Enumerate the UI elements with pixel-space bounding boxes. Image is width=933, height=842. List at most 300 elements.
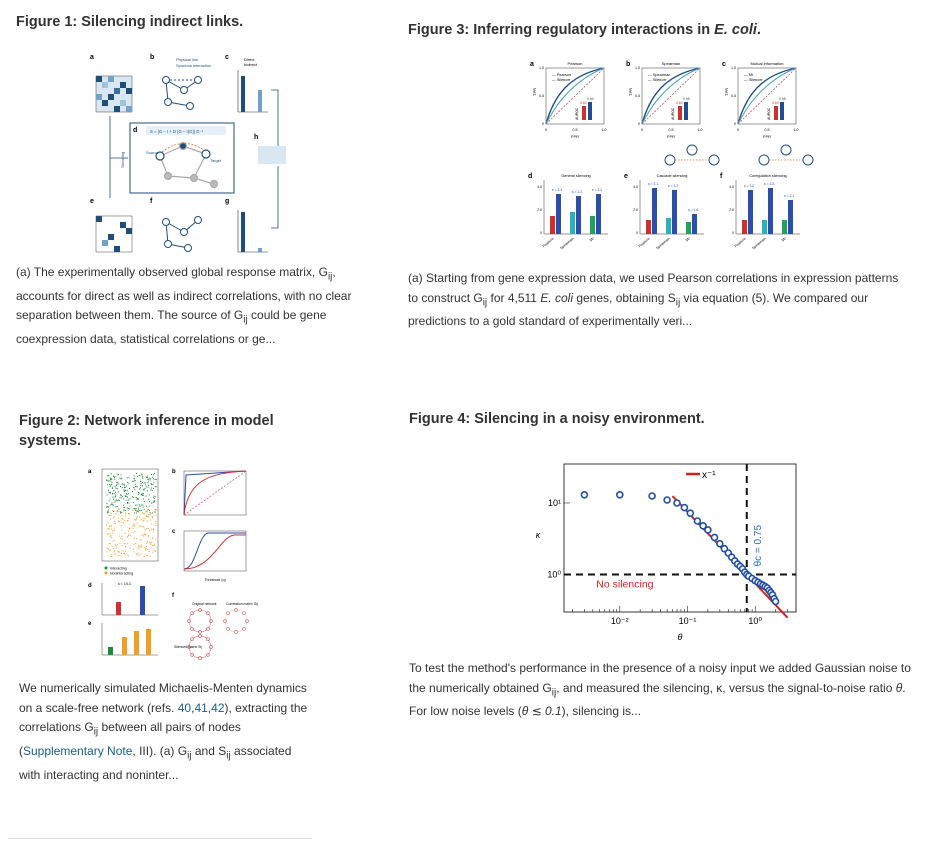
fig2-scatter-point <box>113 497 114 498</box>
fig2-threshold-label: Threshold (q) <box>204 578 226 582</box>
fig2-scatter-point <box>124 507 125 508</box>
fig2-scatter-point <box>132 496 133 497</box>
fig2-scatter-point <box>152 490 153 491</box>
fig2-scatter-point <box>137 510 138 511</box>
fig2-precision-raw <box>184 535 246 569</box>
fig2-scatter-point <box>121 518 122 519</box>
fig2-scatter-point <box>126 485 127 486</box>
fig3-bar-ytick-2-0: 4.0 <box>729 185 734 189</box>
fig2-scatter-point <box>127 477 128 478</box>
fig2-scatter-point <box>147 479 148 480</box>
fig2-scatter-point <box>110 478 111 479</box>
fig3-bar-base-2-1 <box>762 220 767 234</box>
fig2-scatter-point <box>124 485 125 486</box>
fig1-legend-spurious: Spurious interaction <box>176 63 212 68</box>
fig2-scatter-point <box>128 508 129 509</box>
fig3-bar-kappa-0-2: κ = 2.2 <box>592 188 603 192</box>
fig4-data-point <box>705 527 711 533</box>
fig2-scatter-point <box>153 529 154 530</box>
fig2-scatter-point <box>142 482 143 483</box>
fig4-caption-part-g: ), silencing is... <box>561 704 641 719</box>
fig2-scatter-point <box>154 498 155 499</box>
fig2-f-ring-0 <box>189 610 211 632</box>
fig2-scatter-point <box>127 509 128 510</box>
fig2-scatter-point <box>148 481 149 482</box>
fig2-scatter-point <box>117 511 118 512</box>
fig2-scatter-point <box>150 479 151 480</box>
fig2-scatter-point <box>118 551 119 552</box>
fig2-scatter-point <box>138 511 139 512</box>
fig2-scatter-point <box>152 477 153 478</box>
fig3-auroc-val-b-0: 0.64 <box>587 97 594 101</box>
fig2-scatter-point <box>112 502 113 503</box>
fig3-tpr-axis-2: TPR <box>724 88 729 96</box>
fig2-scatter-point <box>151 544 152 545</box>
fig3-bar-sil-0-2 <box>596 194 601 234</box>
fig2-caption-part-e: , III). (a) G <box>132 743 188 758</box>
figure-4-thumbnail[interactable] <box>520 456 810 650</box>
fig2-scatter-point <box>140 506 141 507</box>
figure-1-title[interactable]: Figure 1: Silencing indirect links. <box>16 14 244 30</box>
figure-1-thumbnail[interactable] <box>88 50 290 257</box>
fig2-label-e: e <box>88 621 92 627</box>
fig2-scatter-point <box>141 510 142 511</box>
fig2-scatter-point <box>127 494 128 495</box>
fig4-caption-sub-1: ij <box>551 686 557 698</box>
fig2-scatter-point <box>146 546 147 547</box>
fig2-scatter-point <box>123 522 124 523</box>
fig4-data-point <box>664 497 670 503</box>
fig2-scatter-point <box>144 534 145 535</box>
fig2-scatter-point <box>144 514 145 515</box>
fig2-scatter-point <box>107 506 108 507</box>
fig3-bar-kappa-1-0: κ = 3.1 <box>648 182 659 186</box>
ref-link-40[interactable]: 40 <box>177 700 192 715</box>
fig2-scatter-point <box>127 482 128 483</box>
fig3-auroc-val-b-2: 0.68 <box>779 97 786 101</box>
fig3-xtick-0-0: 0 <box>545 128 547 132</box>
fig2-scatter-point <box>120 486 121 487</box>
fig3-auroc-val-a-1: 0.60 <box>676 101 683 105</box>
figure-2-title[interactable]: Figure 2: Network inference in model systems. <box>19 413 274 449</box>
fig3-ytick-1-1: 0.5 <box>635 94 640 98</box>
fig4-caption-theta: θ <box>895 680 903 695</box>
fig2-scatter-point <box>136 473 137 474</box>
fig2-scatter-point <box>114 479 115 480</box>
fig2-scatter-point <box>141 519 142 520</box>
fig2-scatter-point <box>111 535 112 536</box>
fig2-scatter-point <box>127 490 128 491</box>
fig2-scatter-point <box>117 500 118 501</box>
fig2-scatter-point <box>150 514 151 515</box>
fig2-scatter-point <box>154 500 155 501</box>
fig2-scatter-point <box>138 509 139 510</box>
fig3-fpr-axis-0: FPR <box>571 134 579 139</box>
fig2-scatter-point <box>128 510 129 511</box>
fig2-scatter-point <box>118 555 119 556</box>
fig3-bar-label-d: d <box>528 173 533 180</box>
figure-2-caption: We numerically simulated Michaelis-Menten dynamics on a scale-free network (refs. 40,41,42), extracting the correlations $G_{ij}$ between all pairs of nodes (Supplementary Note, III). (a) $G_{ij}$ and $S_{ij}$ associated with interacting and noninter... <box>19 681 308 782</box>
fig2-scatter-point <box>124 490 125 491</box>
fig2-scatter-point <box>109 550 110 551</box>
figure-3-title[interactable] <box>408 20 908 40</box>
fig2-scatter-point <box>150 478 151 479</box>
fig2-scatter-point <box>124 543 125 544</box>
fig1-network-top <box>163 77 202 110</box>
fig2-scatter-point <box>115 544 116 545</box>
fig2-scatter-point <box>125 490 126 491</box>
fig2-scatter-point <box>123 498 124 499</box>
fig2-scatter-point <box>121 479 122 480</box>
fig2-f-ring-1 <box>225 610 247 632</box>
fig2-scatter-point <box>110 533 111 534</box>
fig3-motif-node-b-1 <box>781 145 791 155</box>
fig2-scatter-point <box>127 502 128 503</box>
fig3-bar-ytick-1-2: 0 <box>636 231 638 235</box>
fig2-scatter-point <box>110 543 111 544</box>
fig3-motif-node-a-1 <box>759 155 769 165</box>
fig3-auroc-val-a-0: 0.60 <box>580 101 587 105</box>
fig2-scatter-point <box>114 523 115 524</box>
fig2-scatter-point <box>147 549 148 550</box>
fig2-scatter-point <box>125 487 126 488</box>
fig2-scatter-point <box>113 548 114 549</box>
fig2-scatter-point <box>150 542 151 543</box>
fig2-scatter-point <box>108 522 109 523</box>
fig3-bar-ytick-0-0: 4.0 <box>537 185 542 189</box>
fig2-scatter-point <box>107 495 108 496</box>
fig2-legend-noninteracting: Noninteracting <box>110 571 134 576</box>
fig2-scatter-point <box>152 552 153 553</box>
fig3-ytick-1-0: 0 <box>638 122 640 126</box>
fig4-data-point <box>674 500 680 506</box>
fig2-scatter-point <box>133 544 134 545</box>
fig3-auroc-bar-a-0 <box>582 106 586 120</box>
fig2-scatter-point <box>153 531 154 532</box>
fig2-scatter-point <box>137 516 138 517</box>
fig2-scatter-point <box>152 517 153 518</box>
fig2-scatter-point <box>132 491 133 492</box>
fig2-scatter-point <box>111 513 112 514</box>
fig2-scatter-point <box>125 495 126 496</box>
fig3-bar-method-2-0: Pearson <box>733 236 747 249</box>
figure-2-thumbnail[interactable] <box>88 465 260 661</box>
fig2-scatter-point <box>136 517 137 518</box>
fig2-scatter-point <box>122 545 123 546</box>
figure-4-title[interactable]: Figure 4: Silencing in a noisy environment. <box>409 411 705 427</box>
fig2-scatter-point <box>113 517 114 518</box>
fig2-scatter-point <box>108 549 109 550</box>
fig2-f-label-original: Original network <box>192 602 217 606</box>
fig3-ytick-0-2: 1.0 <box>539 66 544 70</box>
fig2-scatter-point <box>109 526 110 527</box>
fig2-scatter-point <box>116 482 117 483</box>
fig2-scatter-point <box>114 530 115 531</box>
fig3-bar-kappa-1-2: κ = 1.6 <box>688 208 699 212</box>
fig2-scatter-point <box>110 536 111 537</box>
fig2-scatter-point <box>126 493 127 494</box>
fig2-scatter-point <box>139 493 140 494</box>
fig2-scatter-point <box>134 480 135 481</box>
figure-1-caption <box>16 263 366 350</box>
fig3-roc-legend-b-2: — Silencer <box>744 78 763 82</box>
figure-card-3[interactable] <box>408 20 908 40</box>
fig2-scatter-point <box>151 488 152 489</box>
fig4-caption-part-c: , and measured the silencing, κ, versus the signal-to-noise ratio <box>556 680 896 695</box>
fig2-scatter-point <box>121 530 122 531</box>
fig2-scatter-point <box>151 548 152 549</box>
fig3-bar-method-1-0: Pearson <box>637 236 651 249</box>
figure-3-thumbnail[interactable] <box>524 56 814 262</box>
fig1-legend-physical: Physical link <box>176 57 199 62</box>
fig2-scatter-point <box>116 545 117 546</box>
fig3-bar-kappa-1-1: κ = 3.3 <box>668 184 679 188</box>
fig2-scatter-point <box>111 484 112 485</box>
fig2-scatter-point <box>142 535 143 536</box>
fig2-scatter-point <box>108 507 109 508</box>
fig2-scatter-point <box>155 539 156 540</box>
fig2-scatter-point <box>145 482 146 483</box>
fig2-scatter-point <box>114 550 115 551</box>
fig4-fit-legend-label: x⁻¹ <box>702 470 716 481</box>
fig3-bar-ytick-1-1: 2.0 <box>633 208 638 212</box>
fig2-scatter-point <box>107 552 108 553</box>
fig1-legend-indirect: Indirect <box>244 62 258 67</box>
fig3-ytick-2-0: 0 <box>734 122 736 126</box>
fig2-scatter-point <box>148 528 149 529</box>
fig2-scatter-point <box>125 546 126 547</box>
figure-card-4[interactable] <box>409 409 909 429</box>
fig2-scatter-point <box>132 510 133 511</box>
fig3-bar-ytick-2-1: 2.0 <box>729 208 734 212</box>
fig2-scatter-point <box>148 485 149 486</box>
fig2-scatter-point <box>121 536 122 537</box>
fig2-scatter-point <box>120 511 121 512</box>
fig3-caption-sub-2: ij <box>675 296 681 308</box>
fig2-scatter-point <box>145 534 146 535</box>
fig2-scatter-point <box>108 510 109 511</box>
fig2-scatter-point <box>154 544 155 545</box>
fig2-caption-part-a: We numerically simulated Michaelis-Menten dynamics on a scale-free network (refs. <box>19 681 307 715</box>
fig2-scatter-point <box>133 524 134 525</box>
fig2-scatter-point <box>129 528 130 529</box>
fig4-data-point <box>687 510 693 516</box>
fig2-scatter-point <box>110 519 111 520</box>
fig2-scatter-point <box>123 505 124 506</box>
fig2-scatter-point <box>149 510 150 511</box>
fig3-auroc-bar-a-2 <box>774 106 778 120</box>
fig3-bar-sil-2-2 <box>788 200 793 234</box>
fig4-data-point <box>694 518 700 524</box>
fig2-scatter-point <box>139 489 140 490</box>
fig2-scatter-point <box>128 513 129 514</box>
fig2-scatter-point <box>118 518 119 519</box>
fig2-scatter-point <box>136 538 137 539</box>
fig2-scatter-point <box>117 510 118 511</box>
fig2-label-a: a <box>88 469 92 475</box>
fig2-scatter-point <box>136 508 137 509</box>
fig1-caption-part-c: , accounts for direct as well as indirect correlations, with no clear separation between them. The source of G <box>16 265 352 323</box>
fig2-scatter-point <box>133 528 134 529</box>
fig2-scatter-point <box>127 520 128 521</box>
fig2-scatter-point <box>139 517 140 518</box>
fig2-scatter-point <box>108 533 109 534</box>
fig3-bar-kappa-2-2: κ = 2.1 <box>784 194 795 198</box>
fig3-roc-legend-b-1: — Silencer <box>648 78 667 82</box>
fig2-scatter-point <box>135 480 136 481</box>
fig1-caption-part-a: (a) The experimentally observed global response matrix, G <box>16 265 328 279</box>
fig2-e-bar-1 <box>122 637 127 655</box>
fig2-scatter-point <box>152 538 153 539</box>
supplementary-note-link[interactable]: Supplementary Note <box>23 743 133 758</box>
fig2-scatter-point <box>142 476 143 477</box>
fig2-scatter-point <box>125 510 126 511</box>
fig2-scatter-point <box>110 505 111 506</box>
fig2-scatter-point <box>143 527 144 528</box>
fig2-scatter-point <box>148 479 149 480</box>
fig2-scatter-point <box>119 500 120 501</box>
fig1-label-b: b <box>150 54 155 61</box>
fig2-scatter-point <box>155 509 156 510</box>
fig2-scatter-point <box>126 500 127 501</box>
fig2-scatter-point <box>150 513 151 514</box>
fig3-bar-method-0-0: Pearson <box>541 236 555 249</box>
fig4-data-point <box>649 493 655 499</box>
fig3-bar-sil-2-0 <box>748 190 753 234</box>
fig2-scatter-point <box>135 505 136 506</box>
fig3-ytick-2-2: 1.0 <box>731 66 736 70</box>
fig2-scatter-point <box>111 529 112 530</box>
fig2-scatter-point <box>130 498 131 499</box>
fig2-scatter-point <box>111 556 112 557</box>
fig2-scatter-point <box>112 487 113 488</box>
fig3-roc-legend-a-2: — MI <box>744 73 754 77</box>
fig2-scatter-point <box>144 509 145 510</box>
fig3-bar-label-e: e <box>624 173 628 180</box>
fig2-scatter-point <box>114 493 115 494</box>
fig3-xtick-1-0: 0 <box>641 128 643 132</box>
fig2-scatter-point <box>154 501 155 502</box>
fig2-scatter-point <box>146 555 147 556</box>
fig2-scatter-point <box>125 533 126 534</box>
fig2-scatter-point <box>129 508 130 509</box>
fig2-scatter-point <box>153 488 154 489</box>
ref-link-42[interactable]: 42 <box>211 700 225 715</box>
fig2-scatter-point <box>151 483 152 484</box>
fig1-network-bottom <box>163 217 202 252</box>
fig2-scatter-point <box>141 483 142 484</box>
fig2-scatter-point <box>125 513 126 514</box>
fig3-roc-name-1: Spearman <box>661 61 681 66</box>
fig2-scatter-point <box>115 495 116 496</box>
fig2-scatter-point <box>114 528 115 529</box>
fig2-scatter-point <box>152 512 153 513</box>
fig2-scatter-point <box>118 484 119 485</box>
fig2-scatter-point <box>134 475 135 476</box>
fig2-scatter-point <box>152 545 153 546</box>
fig3-ytick-1-2: 1.0 <box>635 66 640 70</box>
fig2-scatter-point <box>130 506 131 507</box>
fig4-data-point <box>712 534 718 540</box>
fig2-caption-sub-2: ij <box>187 750 192 762</box>
fig2-scatter-point <box>110 499 111 500</box>
fig2-scatter-point <box>143 499 144 500</box>
fig2-scatter-point <box>141 474 142 475</box>
fig2-scatter-point <box>140 510 141 511</box>
fig3-caption-part-a: (a) Starting from gene expression data, we used Pearson correlations in expression patterns to construct G <box>408 271 899 305</box>
fig2-scatter-point <box>119 536 120 537</box>
fig2-scatter-point <box>120 538 121 539</box>
fig4-xtick-label-2: 10⁰ <box>748 616 763 626</box>
fig3-xtick-1-2: 1.0 <box>697 128 703 132</box>
fig2-scatter-point <box>148 499 149 500</box>
figure-card-1[interactable] <box>16 12 366 32</box>
fig2-scatter-point <box>153 483 154 484</box>
fig2-scatter-point <box>147 516 148 517</box>
fig2-scatter-point <box>145 512 146 513</box>
fig2-scatter-point <box>115 488 116 489</box>
fig2-scatter-point <box>146 477 147 478</box>
fig3-xtick-0-2: 1.0 <box>601 128 607 132</box>
fig2-scatter-point <box>133 508 134 509</box>
fig2-scatter-point <box>136 553 137 554</box>
fig3-ytick-2-1: 0.5 <box>731 94 736 98</box>
fig2-scatter-point <box>120 495 121 496</box>
fig2-scatter-point <box>128 535 129 536</box>
fig2-scatter-point <box>134 519 135 520</box>
fig2-caption-part-g: and S <box>191 743 227 758</box>
fig2-scatter-point <box>115 486 116 487</box>
fig3-auroc-bar-b-2 <box>780 102 784 120</box>
fig2-scatter-point <box>135 484 136 485</box>
fig3-bar-label-f: f <box>720 173 723 180</box>
fig2-scatter-point <box>143 513 144 514</box>
fig2-scatter-point <box>128 493 129 494</box>
fig2-scatter-point <box>137 554 138 555</box>
fig2-scatter-point <box>121 553 122 554</box>
fig4-xtick-label-0: 10⁻² <box>610 616 629 626</box>
fig2-scatter-point <box>150 512 151 513</box>
fig2-scatter-point <box>114 490 115 491</box>
fig3-bar-kappa-0-1: κ = 2.2 <box>572 190 583 194</box>
fig3-bar-base-0-2 <box>590 216 595 234</box>
fig2-e-bar-3 <box>146 629 151 655</box>
fig2-e-bar-0 <box>108 647 113 655</box>
fig2-scatter-point <box>149 551 150 552</box>
fig3-bar-sil-2-1 <box>768 188 773 234</box>
fig2-scatter-point <box>133 551 134 552</box>
fig2-scatter-point <box>141 540 142 541</box>
fig3-xtick-2-0: 0 <box>737 128 739 132</box>
fig2-scatter-point <box>119 543 120 544</box>
fig2-scatter-point <box>137 486 138 487</box>
fig3-bar-method-0-2: MI <box>589 236 595 243</box>
fig4-data-point <box>773 599 779 605</box>
fig2-scatter-point <box>106 480 107 481</box>
fig2-scatter-point <box>144 547 145 548</box>
fig2-caption-part-d: between all pairs of nodes ( <box>19 720 241 758</box>
fig2-scatter-point <box>142 485 143 486</box>
figure-card-2[interactable] <box>19 411 319 451</box>
fig2-scatter-point <box>106 503 107 504</box>
fig2-scatter-point <box>127 497 128 498</box>
fig2-precision-frame <box>184 531 246 571</box>
fig2-scatter-point <box>139 504 140 505</box>
ref-link-41[interactable]: 41 <box>194 700 208 715</box>
fig2-scatter-point <box>115 506 116 507</box>
fig2-scatter-point <box>124 540 125 541</box>
fig2-scatter-point <box>132 481 133 482</box>
